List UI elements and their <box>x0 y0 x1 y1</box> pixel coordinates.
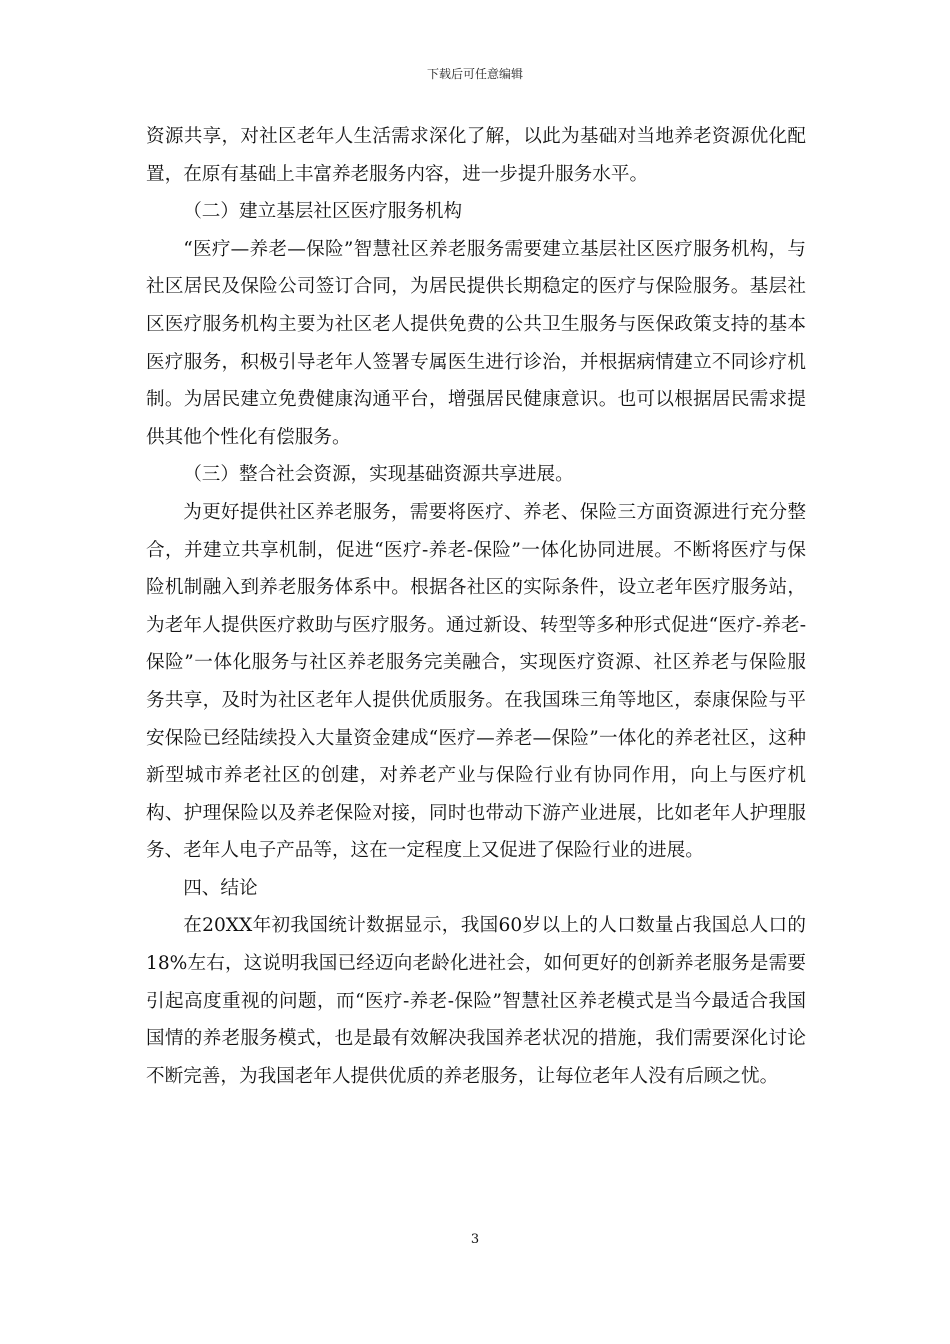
paragraph: 在20XX年初我国统计数据显示，我国60岁以上的人口数量占我国总人口的18%左右，这说明我国已经迈向老龄化进社会，如何更好的创新养老服务是需要引起高度重视的问题，而“医疗-养老-保险”智慧社区养老模式是当今最适合我国国情的养老服务模式，也是最有效解决我国养老状况的措施，我们需要深化讨论不断完善，为我国老年人提供优质的养老服务，让每位老年人没有后顾之忧。 <box>146 915 806 1087</box>
page-number: 3 <box>470 1232 480 1247</box>
section-heading: 四、结论 <box>183 877 258 899</box>
section-heading: （二）建立基层社区医疗服务机构 <box>183 201 463 223</box>
document-body <box>146 118 806 1095</box>
section-heading: （三）整合社会资源，实现基础资源共享进展。 <box>183 464 574 486</box>
paragraph: 为更好提供社区养老服务，需要将医疗、养老、保险三方面资源进行充分整合，并建立共享机制，促进“医疗-养老-保险”一体化协同进展。不断将医疗与保险机制融入到养老服务体系中。根据各社区的实际条件，设立老年医疗服务站，为老年人提供医疗救助与医疗服务。通过新设、转型等多种形式促进“医疗-养老-保险”一体化服务与社区养老服务完美融合，实现医疗资源、社区养老与保险服务共享，及时为社区老年人提供优质服务。在我国珠三角等地区，泰康保险与平安保险已经陆续投入大量资金建成“医疗—养老—保险”一体化的养老社区，这种新型城市养老社区的创建，对养老产业与保险行业有协同作用，向上与医疗机构、护理保险以及养老保险对接，同时也带动下游产业进展，比如老年人护理服务、老年人电子产品等，这在一定程度上又促进了保险行业的进展。 <box>146 501 806 862</box>
paragraph: 资源共享，对社区老年人生活需求深化了解，以此为基础对当地养老资源优化配置，在原有基础上丰富养老服务内容，进一步提升服务水平。 <box>146 126 806 185</box>
paragraph: “医疗—养老—保险”智慧社区养老服务需要建立基层社区医疗服务机构，与社区居民及保险公司签订合同，为居民提供长期稳定的医疗与保险服务。基层社区医疗服务机构主要为社区老人提供免费的公共卫生服务与医保政策支持的基本医疗服务，积极引导老年人签署专属医生进行诊治，并根据病情建立不同诊疗机制。为居民建立免费健康沟通平台，增强居民健康意识。也可以根据居民需求提供其他个性化有偿服务。 <box>146 238 806 448</box>
page-header: 下载后可任意编辑 <box>426 67 523 81</box>
